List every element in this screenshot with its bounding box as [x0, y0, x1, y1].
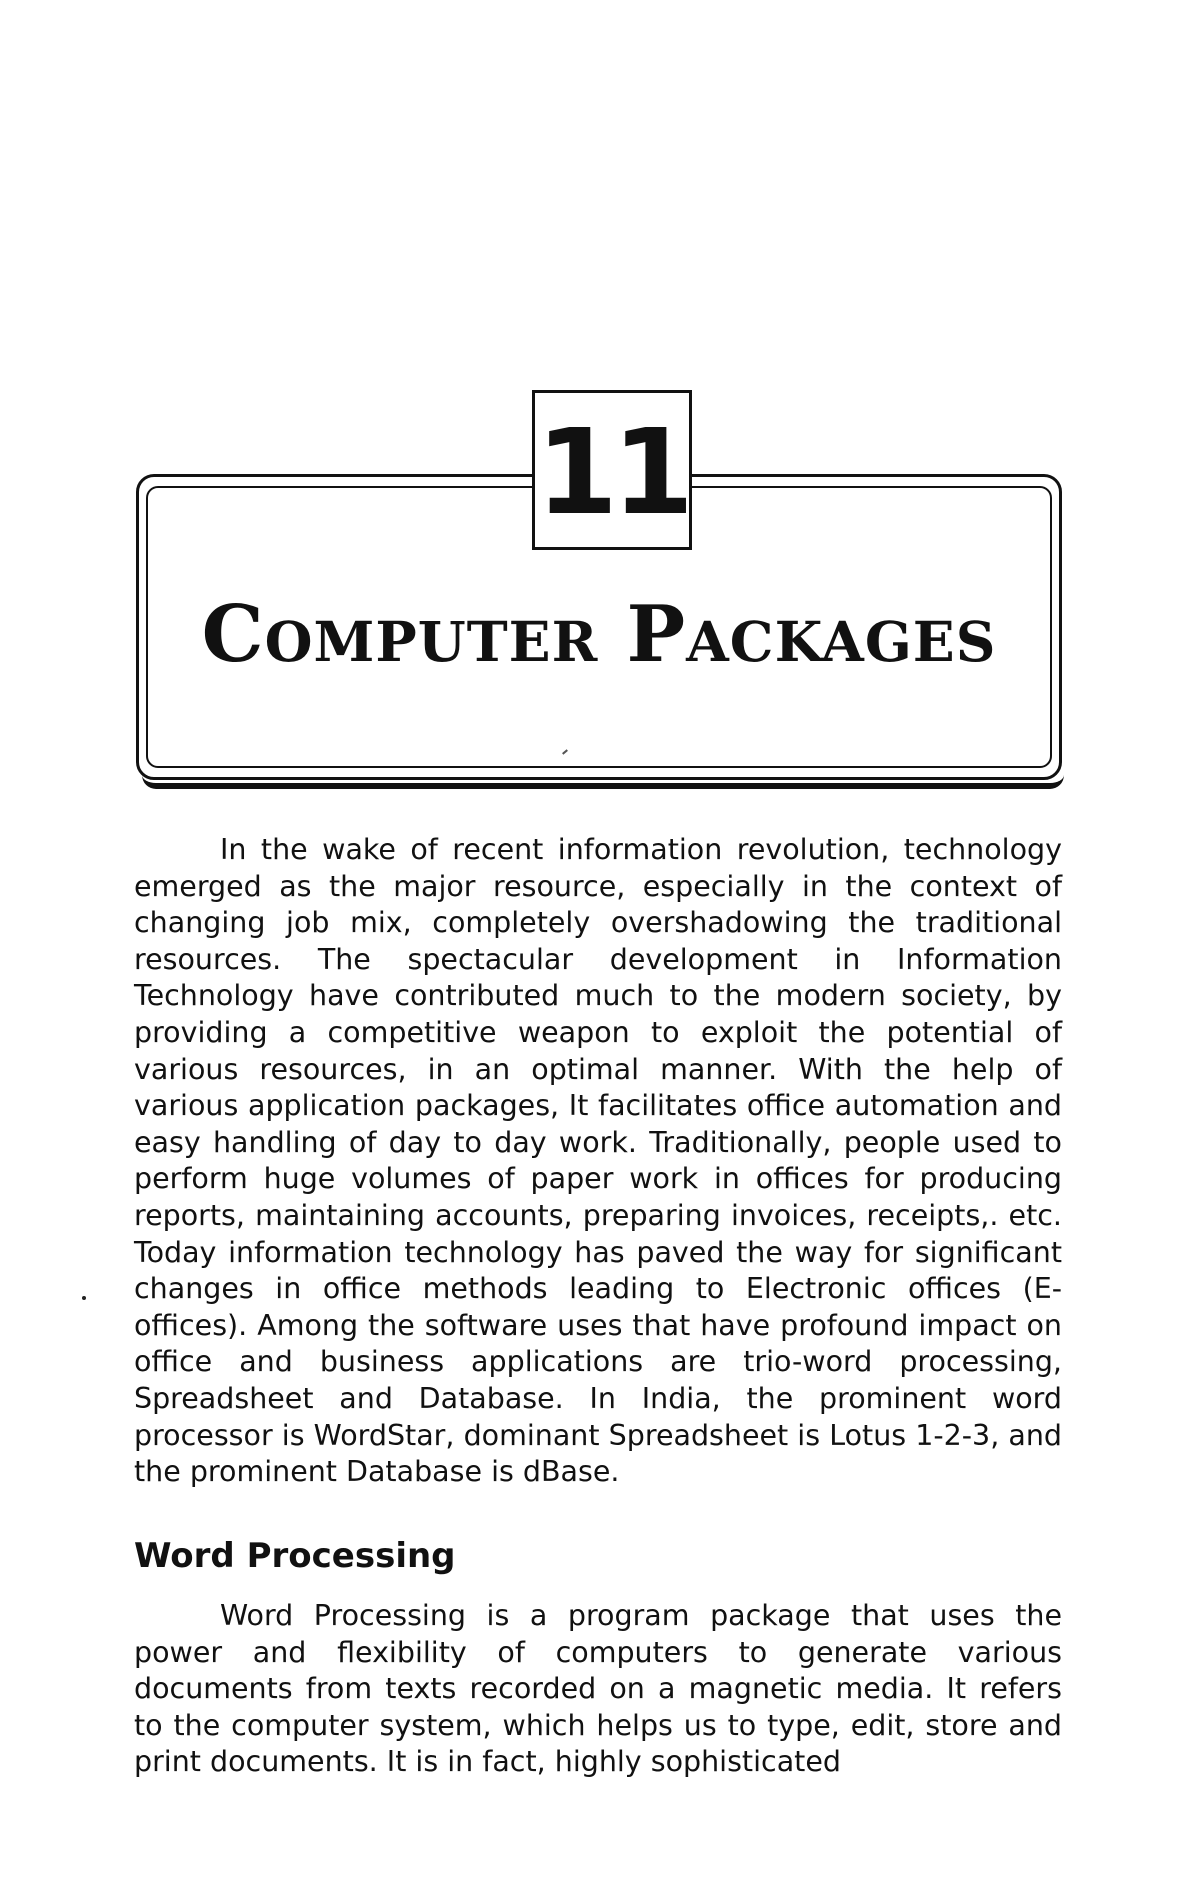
intro-paragraph: In the wake of recent information revolution, technology emerged as the major resource, especially in the context of changing job mix, completely overshadowing the traditional resources. The spectacular development in Information Technology have contributed much to the modern society, by providing a competitive weapon to exploit the potential of various resources, in an optimal manner. With the help of various application packages, It facilitates office automation and easy handling of day to day work. Traditionally, people used to perform huge volumes of paper work in offices for producing reports, maintaining accounts, preparing invoices, receipts,. etc. Today information technology has paved the way for significant changes in office methods leading to Electronic offices (E-offices). Among the software uses that have profound impact on office and business applications are trio-word processing, Spreadsheet and Database. In India, the prominent word processor is WordStar, dominant Spreadsheet is Lotus 1-2-3, and the prominent Database is dBase. — [134, 833, 1062, 1489]
chapter-header-shadow — [142, 775, 1064, 789]
section-heading-word-processing: Word Processing — [134, 1536, 456, 1576]
word-processing-paragraph: Word Processing is a program package that uses the power and flexibility of computers to generate various documents from texts recorded on a magnetic media. It refers to the computer system, which helps us to type, edit, store and print documents. It is in fact, highly sophisticated — [134, 1599, 1062, 1779]
margin-dot — [82, 1296, 86, 1300]
chapter-number-box — [532, 390, 692, 550]
chapter-title: Computer Packages — [201, 589, 997, 680]
chapter-number: 11 — [535, 403, 689, 541]
